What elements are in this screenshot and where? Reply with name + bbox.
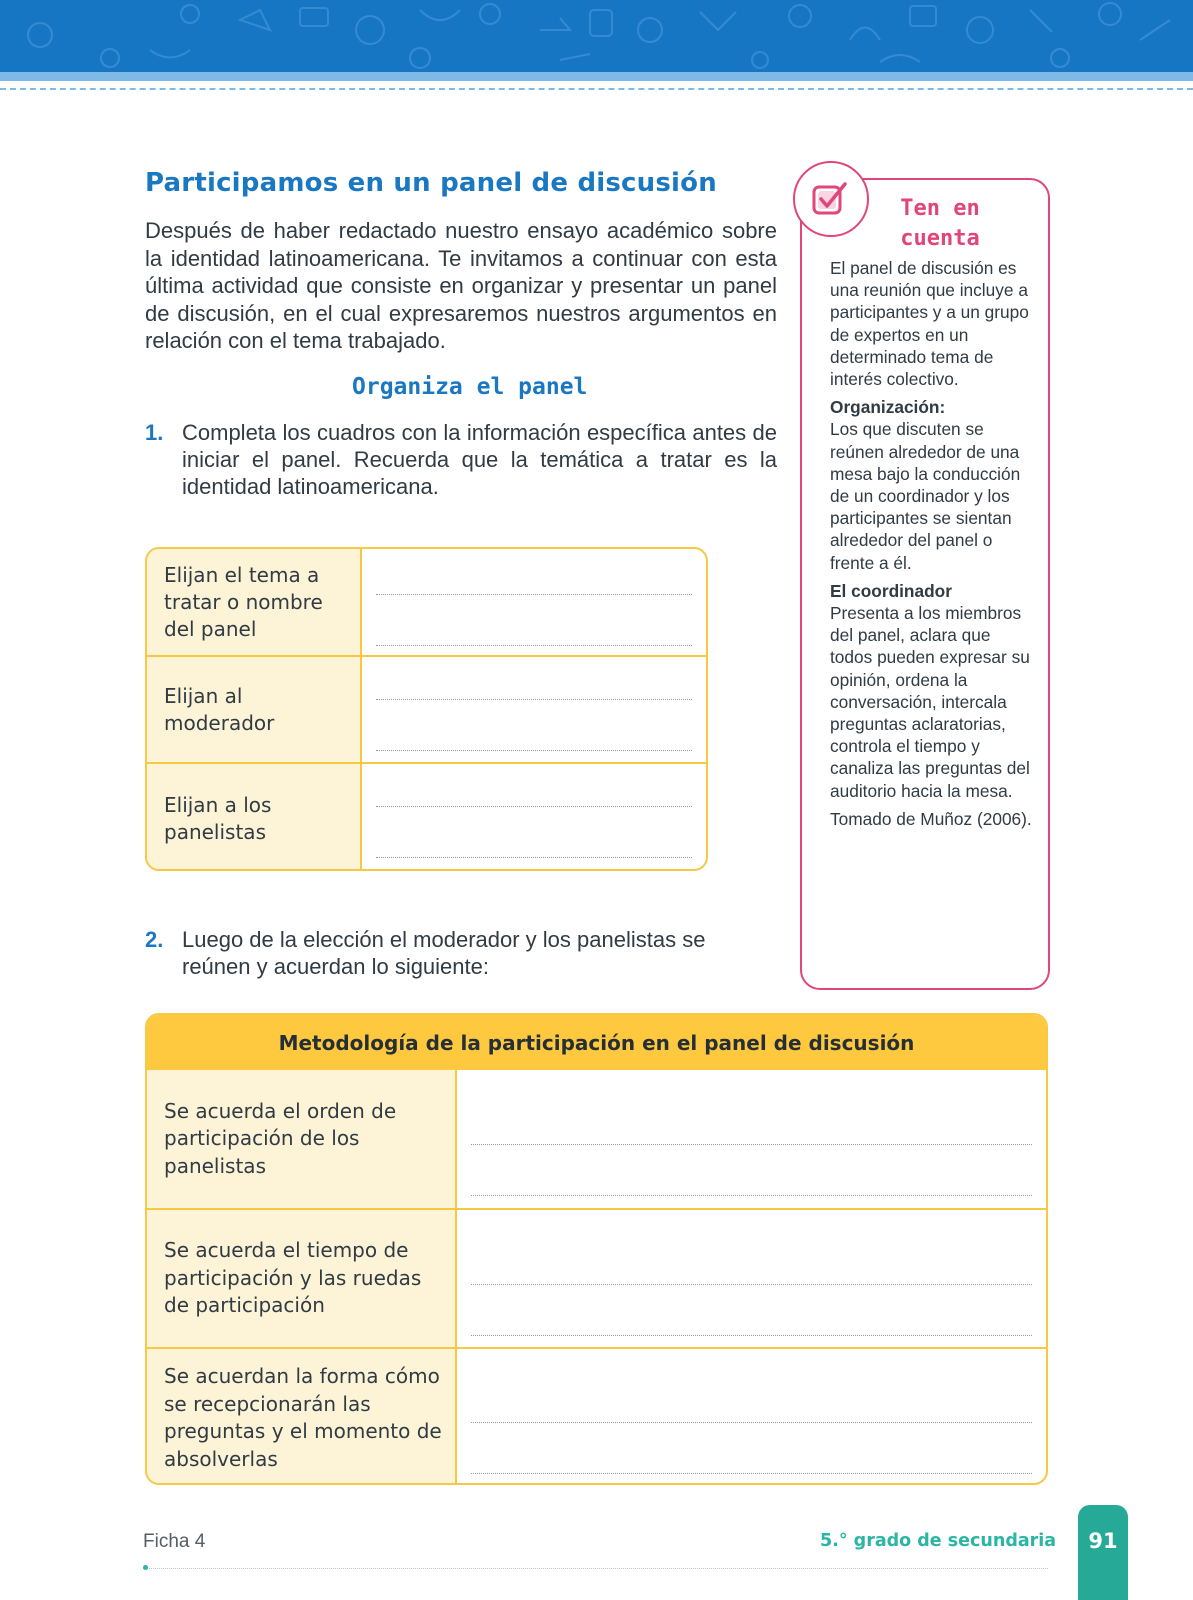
check-icon xyxy=(811,179,851,219)
instruction-text: Luego de la elección el moderador y los panelistas se reúnen y acuerdan lo siguiente: xyxy=(182,927,706,979)
sidebar-source: Tomado de Muñoz (2006). xyxy=(830,808,1032,829)
dotted-line xyxy=(376,645,692,646)
table-row xyxy=(147,549,706,655)
dotted-line xyxy=(376,750,692,751)
dotted-line xyxy=(471,1284,1032,1285)
row-label: Elijan a los panelistas xyxy=(147,764,362,871)
row-label: Se acuerdan la forma cómo se recepcionarán las preguntas y el momento de absolverlas xyxy=(147,1349,457,1485)
page-number: 91 xyxy=(1088,1529,1118,1553)
instruction-1 xyxy=(145,419,777,500)
dotted-line xyxy=(471,1195,1032,1196)
row-label: Elijan al moderador xyxy=(147,657,362,762)
panel-setup-table xyxy=(145,547,708,871)
header-doodle-pattern xyxy=(0,0,1193,72)
row-label: Se acuerda el tiempo de participación y las ruedas de participación xyxy=(147,1210,457,1347)
page-number-tab xyxy=(1078,1505,1128,1600)
methodology-table xyxy=(145,1013,1048,1485)
sidebar-organizacion xyxy=(830,396,1035,574)
dotted-line xyxy=(471,1422,1032,1423)
header-band xyxy=(0,0,1193,72)
instruction-text: Completa los cuadros con la información específica antes de iniciar el panel. Recuerda que la temática a tratar es la identidad latinoamericana. xyxy=(182,420,777,499)
instruction-2 xyxy=(145,926,777,980)
footer-divider xyxy=(143,1568,1048,1569)
dotted-line xyxy=(376,594,692,595)
organizacion-text: Los que discuten se reúnen alrededor de una mesa bajo la conducción de un coordinador y los participantes se sientan alrededor del panel o frente a él. xyxy=(830,419,1021,573)
footer-grade: 5.° grado de secundaria xyxy=(820,1531,1057,1551)
table-header: Metodología de la participación en el panel de discusión xyxy=(147,1015,1046,1070)
table-row xyxy=(147,762,706,871)
coordinador-heading: El coordinador xyxy=(830,580,952,601)
answer-field[interactable] xyxy=(457,1210,1046,1347)
table-row xyxy=(147,655,706,762)
dotted-line xyxy=(471,1473,1032,1474)
dotted-line xyxy=(376,806,692,807)
table-row xyxy=(147,1208,1046,1347)
dotted-line xyxy=(471,1144,1032,1145)
answer-field[interactable] xyxy=(457,1070,1046,1208)
sidebar-definition: El panel de discusión es una reunión que incluye a participantes y a un grupo de expertos en un determinado tema de interés colectivo. xyxy=(830,258,1029,390)
dotted-line xyxy=(376,857,692,858)
table-row xyxy=(147,1070,1046,1208)
instruction-number: 1. xyxy=(145,420,164,445)
table-row xyxy=(147,1347,1046,1485)
header-stripe xyxy=(0,72,1193,81)
header-dashed-divider xyxy=(0,88,1193,90)
sidebar-body xyxy=(830,257,1035,836)
checkbox-check-icon xyxy=(793,161,869,237)
row-label: Se acuerda el orden de participación de los panelistas xyxy=(147,1070,457,1208)
dotted-line xyxy=(376,699,692,700)
organizacion-heading: Organización: xyxy=(830,397,946,418)
answer-field[interactable] xyxy=(457,1349,1046,1485)
footer-ficha: Ficha 4 xyxy=(143,1531,206,1552)
row-label: Elijan el tema a tratar o nombre del panel xyxy=(147,549,362,655)
sidebar-coordinador xyxy=(830,580,1035,802)
answer-field[interactable] xyxy=(362,549,706,655)
intro-paragraph: Después de haber redactado nuestro ensayo académico sobre la identidad latinoamericana. Te invitamos a continuar con esta última actividad que consiste en organizar y presentar un panel de discusión, en el cual expresaremos nuestros argumentos en relación con el tema trabajado. xyxy=(145,218,777,353)
instruction-number: 2. xyxy=(145,927,164,952)
answer-field[interactable] xyxy=(362,657,706,762)
subtitle-organiza: Organiza el panel xyxy=(352,374,588,400)
footer-dot xyxy=(143,1565,148,1570)
answer-field[interactable] xyxy=(362,764,706,871)
sidebar-title: Ten en cuenta xyxy=(900,196,980,251)
dotted-line xyxy=(471,1335,1032,1336)
section-title: Participamos en un panel de discusión xyxy=(145,168,717,198)
coordinador-text: Presenta a los miembros del panel, aclara que todos pueden expresar su opinión, ordena la conversación, intercala preguntas aclaratorias, controla el tiempo y canaliza las preguntas del auditorio hacia la mesa. xyxy=(830,603,1030,801)
